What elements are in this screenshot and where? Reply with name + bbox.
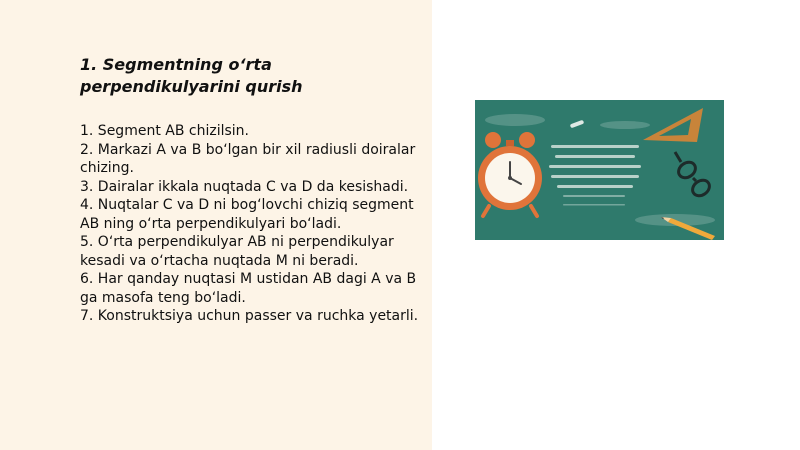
step-item: 1. Segment AB chizilsin. <box>80 123 249 139</box>
slide-title: 1. Segmentning o‘rta perpendikulyarini qurish <box>80 55 303 96</box>
step-item: 6. Har qanday nuqtasi M ustidan AB dagi A va B ga masofa teng bo‘ladi. <box>80 271 417 306</box>
step-item: 2. Markazi A va B bo‘lgan bir xil radiusli doiralar chizing. <box>80 141 416 176</box>
step-item: 4. Nuqtalar C va D ni bog‘lovchi chiziq segment AB ning o‘rta perpendikulyari bo‘ladi. <box>80 197 414 232</box>
step-item: 7. Konstruktsiya uchun passer va ruchka yetarli. <box>80 308 419 324</box>
chalkboard-illustration <box>475 100 724 240</box>
step-item: 5. O‘rta perpendikulyar AB ni perpendikulyar kesadi va o‘rtacha nuqtada M ni beradi. <box>80 234 394 269</box>
steps-list <box>80 122 420 326</box>
step-item: 3. Dairalar ikkala nuqtada C va D da kesishadi. <box>80 178 409 195</box>
chalkboard-svg <box>475 100 724 240</box>
